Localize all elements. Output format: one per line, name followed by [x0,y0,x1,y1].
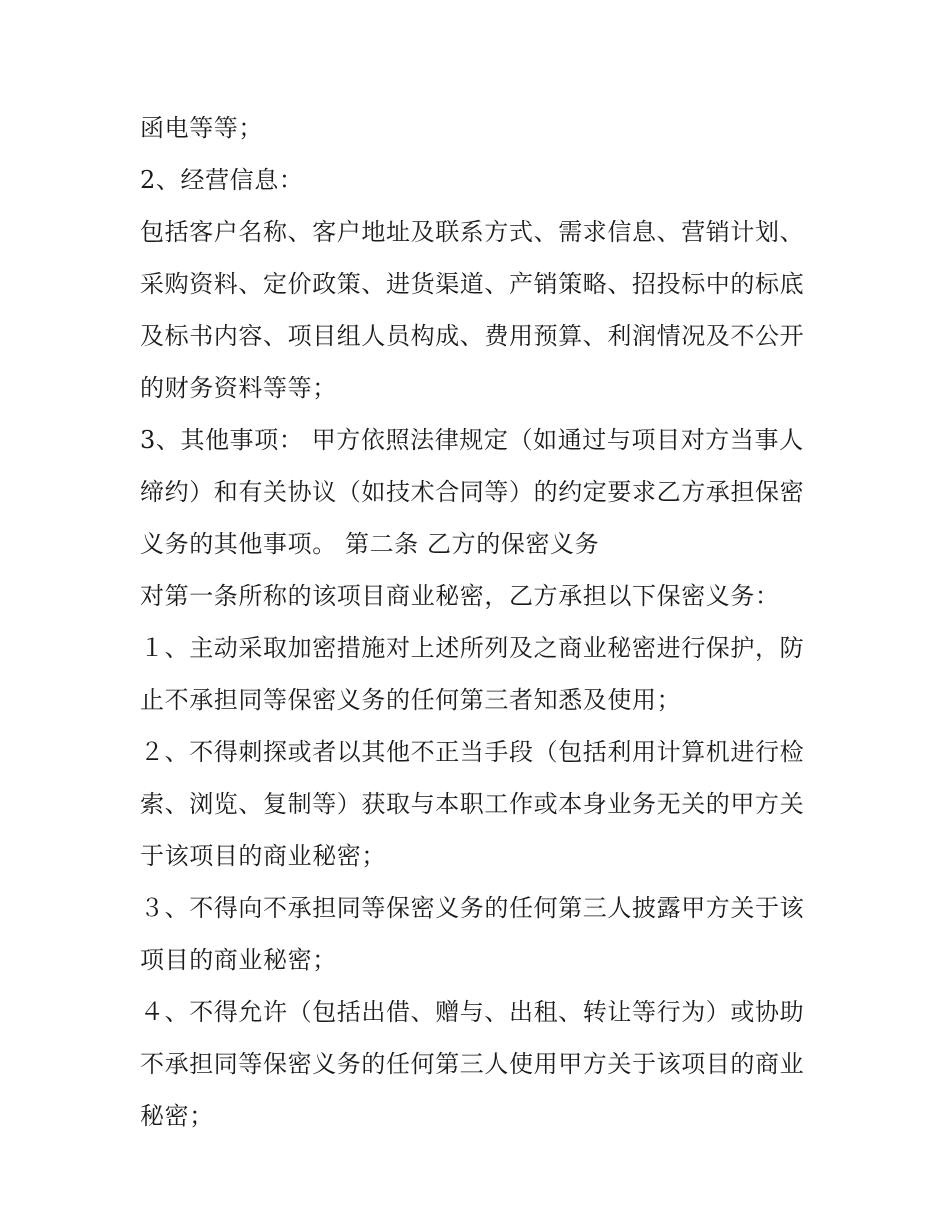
text-line-1: 函电等等； [140,114,263,142]
text-line-9: 义务的其他事项。 第二条 乙方的保密义务 [140,530,600,558]
text-line-12: 止不承担同等保密义务的任何第三者知悉及使用； [140,686,682,714]
obligation-item-3: ３、不得向不承担同等保密义务的任何第三人披露甲方关于该 [140,894,805,922]
text-line-4: 采购资料、定价政策、进货渠道、产销策略、招投标中的标底 [140,270,805,298]
text-line-15: 于该项目的商业秘密； [140,842,386,870]
text-line-6: 的财务资料等等； [140,374,337,402]
text-line-5: 及标书内容、项目组人员构成、费用预算、利润情况及不公开 [140,322,805,350]
section-heading-other-matters: 3、其他事项： 甲方依照法律规定（如通过与项目对方当事人 [140,426,804,454]
text-line-3: 包括客户名称、客户地址及联系方式、需求信息、营销计划、 [140,218,805,246]
text-line-19: 不承担同等保密义务的任何第三人使用甲方关于该项目的商业 [140,1050,805,1078]
obligation-item-4: ４、不得允许（包括出借、赠与、出租、转让等行为）或协助 [140,998,805,1026]
obligation-item-1: １、主动采取加密措施对上述所列及之商业秘密进行保护，防 [140,634,805,662]
text-line-20: 秘密； [140,1102,214,1130]
obligation-item-2: ２、不得刺探或者以其他不正当手段（包括利用计算机进行检 [140,738,805,766]
text-line-8: 缔约）和有关协议（如技术合同等）的约定要求乙方承担保密 [140,478,805,506]
text-line-14: 索、浏览、复制等）获取与本职工作或本身业务无关的甲方关 [140,790,805,818]
section-heading-business-info: 2、经营信息： [140,166,304,194]
text-line-17: 项目的商业秘密； [140,946,337,974]
text-line-10: 对第一条所称的该项目商业秘密，乙方承担以下保密义务： [140,582,780,610]
